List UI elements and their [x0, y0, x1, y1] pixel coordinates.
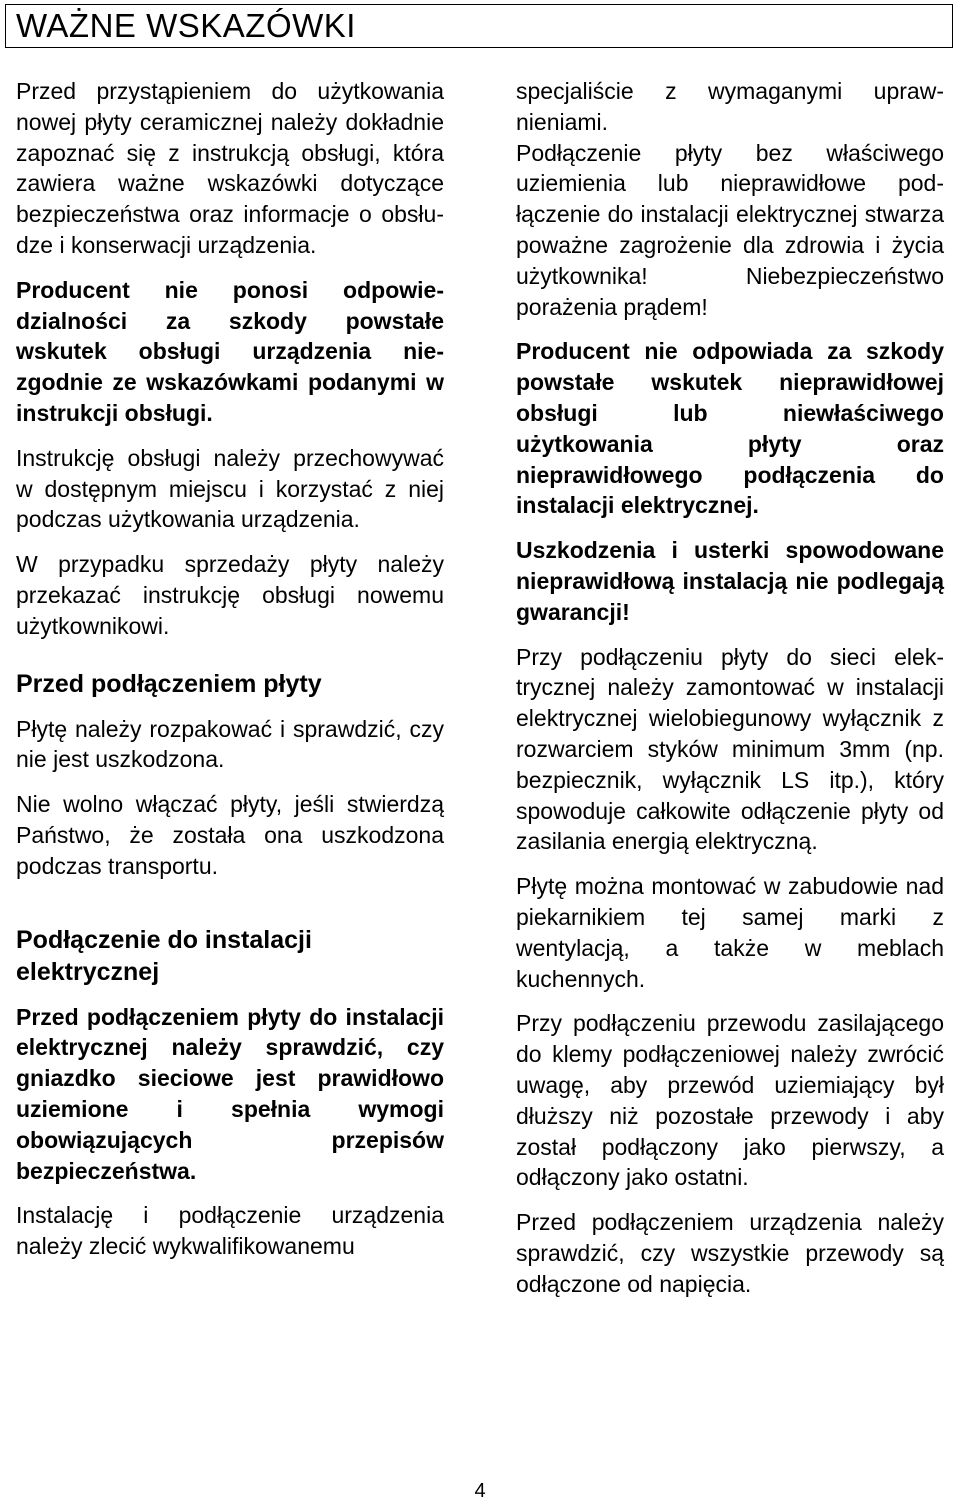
- warranty-exclusion-paragraph: Uszkodzenia i usterki spowodowane nieprawidłową instalacją nie podlegają gwarancji!: [516, 537, 944, 625]
- damage-paragraph: Nie wolno włączać płyty, jeśli stwierdzą Państwo, że została ona uszkodzona podczas transportu.: [16, 791, 444, 879]
- page-number: 4: [474, 1480, 486, 1502]
- title-box: [5, 4, 953, 48]
- intro-paragraph: Przed przystąpieniem do użytkowania nowej płyty ceramicznej należy dokładnie zapoznać się z instrukcją obsługi, która zawiera ważne wskazówki dotyczące bezpieczeństwa oraz informacje o obsłudze i konserwacji urządzenia.: [16, 78, 444, 258]
- electrical-connection-heading: Podłączenie do instalacji elektrycznej: [16, 925, 312, 986]
- resale-paragraph: W przypadku sprzedaży płyty należy przekazać instrukcję obsługi nowemu użytkownikowi.: [16, 551, 444, 639]
- mounting-paragraph: Płytę można montować w zabudowie nad piekarnikiem tej samej marki z wentylacją, a także w meblach kuchennych.: [516, 873, 944, 992]
- left-column: [16, 76, 444, 1262]
- grounding-check-paragraph: Przed podłączeniem płyty do instalacji elektrycznej należy sprawdzić, czy gniazdko sieciowe jest prawidłowo uziemione i spełnia wymogi obowiązujących przepisów bezpieczeństwa.: [16, 1003, 444, 1184]
- voltage-check-paragraph: Przed podłączeniem urządzenia należy sprawdzić, czy wszystkie przewody są odłączone od napięcia.: [516, 1209, 944, 1297]
- liability-paragraph: Producent nie ponosi odpowiedzialności za szkody powstałe wskutek obsługi urządzenia niezgodnie ze wskazówkami podanymi w instrukcji obsługi.: [16, 276, 444, 426]
- unpack-paragraph: Płytę należy rozpakować i sprawdzić, czy nie jest uszkodzona.: [16, 715, 444, 773]
- specialist-continuation: specjaliście z wymaganymi uprawnieniami.: [516, 78, 944, 135]
- circuit-breaker-paragraph: Przy podłączeniu płyty do sieci elektrycznej należy zamontować w instalacji elektrycznej wielobiegunowy wyłącznik z rozwarciem styków minimum 3mm (np. bezpiecznik, wyłącznik LS itp.), który spowoduje całkowite odłączenie płyty od zasilania energią elektryczną.: [516, 643, 944, 855]
- before-connection-heading: Przed podłączeniem płyty: [16, 669, 322, 698]
- qualified-installer-paragraph: Instalację i podłączenie urządzenia należy zlecić wykwalifikowanemu: [16, 1202, 444, 1260]
- grounding-warning-paragraph: Podłączenie płyty bez właściwego uziemienia lub nieprawidłowe podłączenie do instalacji elektrycznej stwarza poważne zagrożenie dla zdrowia i życia użytkownika! Niebezpieczeństwo porażenia prądem!: [516, 139, 944, 320]
- page-title: WAŻNE WSKAZÓWKI: [16, 7, 356, 44]
- manual-storage-paragraph: Instrukcję obsługi należy przechowywać w dostępnym miejscu i korzystać z niej podczas użytkowania urządzenia.: [16, 444, 444, 533]
- right-column: [516, 76, 944, 1299]
- manufacturer-liability-paragraph: Producent nie odpowiada za szkody powstałe wskutek nieprawidłowej obsługi lub niewłaściwego użytkowania płyty oraz nieprawidłowego podłączenia do instalacji elektrycznej.: [516, 338, 944, 519]
- ground-wire-paragraph: Przy podłączeniu przewodu zasilającego do klemy podłączeniowej należy zwrócić uwagę, aby przewód uziemiający był dłuższy niż pozostałe przewody i aby został podłączony jako pierwszy, a odłączony jako ostatni.: [516, 1010, 944, 1191]
